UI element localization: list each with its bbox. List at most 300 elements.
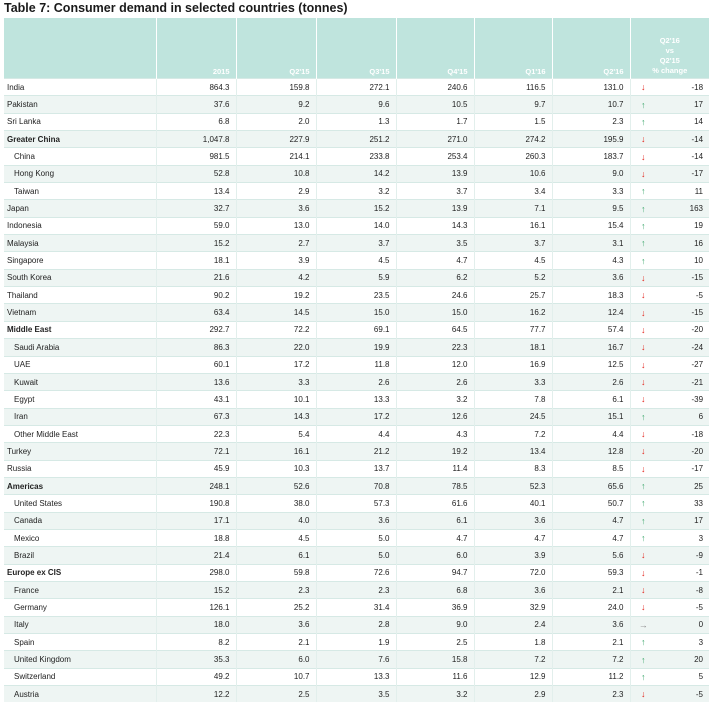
- value-q3-15: 57.3: [316, 495, 396, 512]
- header-q3-15: Q3'15: [316, 18, 396, 79]
- value-q2-15: 72.2: [236, 321, 316, 338]
- percent-change: -18: [656, 425, 709, 442]
- percent-change: -8: [656, 581, 709, 598]
- value-q2-16: 57.4: [552, 321, 630, 338]
- header-q1-16: Q1'16: [474, 18, 552, 79]
- value-q2-16: 8.5: [552, 460, 630, 477]
- value-2015: 298.0: [156, 564, 236, 581]
- value-q1-16: 1.5: [474, 113, 552, 130]
- arrow-down-icon: ↓: [641, 324, 646, 335]
- value-q3-15: 2.8: [316, 616, 396, 633]
- value-q1-16: 7.1: [474, 200, 552, 217]
- value-q1-16: 1.8: [474, 634, 552, 651]
- value-q2-16: 3.6: [552, 269, 630, 286]
- value-q1-16: 3.4: [474, 183, 552, 200]
- table-row: [4, 287, 709, 304]
- arrow-down-icon: ↓: [641, 307, 646, 318]
- value-q2-15: 6.0: [236, 651, 316, 668]
- table-row: [4, 616, 709, 633]
- percent-change: -15: [656, 304, 709, 321]
- value-q1-16: 77.7: [474, 321, 552, 338]
- value-q1-16: 40.1: [474, 495, 552, 512]
- value-q2-15: 4.0: [236, 512, 316, 529]
- table-row: [4, 131, 709, 148]
- percent-change: 11: [656, 183, 709, 200]
- value-q2-16: 9.0: [552, 165, 630, 182]
- percent-change: -17: [656, 460, 709, 477]
- percent-change: -14: [656, 131, 709, 148]
- arrow-up-icon: ↑: [641, 255, 646, 266]
- value-q2-15: 4.5: [236, 529, 316, 546]
- value-q3-15: 2.3: [316, 581, 396, 598]
- value-q2-16: 3.1: [552, 235, 630, 252]
- value-q3-15: 31.4: [316, 599, 396, 616]
- value-q3-15: 5.9: [316, 269, 396, 286]
- value-2015: 13.4: [156, 183, 236, 200]
- arrow-up-icon: ↑: [641, 203, 646, 214]
- arrow-down-icon: ↓: [641, 429, 646, 440]
- value-q1-16: 3.6: [474, 512, 552, 529]
- value-q2-15: 3.6: [236, 200, 316, 217]
- table-header: [4, 18, 709, 79]
- value-q2-16: 131.0: [552, 79, 630, 96]
- value-q3-15: 3.7: [316, 235, 396, 252]
- value-q2-16: 59.3: [552, 564, 630, 581]
- table-row: [4, 79, 709, 96]
- table-row: [4, 460, 709, 477]
- arrow-down-icon: ↓: [641, 272, 646, 283]
- arrow-cell: [630, 339, 656, 356]
- value-2015: 32.7: [156, 200, 236, 217]
- value-q3-15: 69.1: [316, 321, 396, 338]
- arrow-cell: [630, 547, 656, 564]
- table-row: [4, 686, 709, 703]
- value-q1-16: 2.9: [474, 686, 552, 703]
- value-q3-15: 2.6: [316, 373, 396, 390]
- value-q4-15: 3.2: [396, 686, 474, 703]
- value-q4-15: 3.5: [396, 235, 474, 252]
- arrow-down-icon: ↓: [641, 151, 646, 162]
- value-2015: 22.3: [156, 425, 236, 442]
- value-q1-16: 16.9: [474, 356, 552, 373]
- country-cell: China: [4, 148, 156, 165]
- arrow-down-icon: ↓: [641, 446, 646, 457]
- value-q4-15: 13.9: [396, 165, 474, 182]
- header-q4-15: Q4'15: [396, 18, 474, 79]
- value-q2-16: 65.6: [552, 477, 630, 494]
- value-2015: 43.1: [156, 391, 236, 408]
- header-2015: 2015: [156, 18, 236, 79]
- value-q1-16: 25.7: [474, 287, 552, 304]
- value-q2-16: 7.2: [552, 651, 630, 668]
- country-cell: Europe ex CIS: [4, 564, 156, 581]
- arrow-cell: [630, 408, 656, 425]
- percent-change: -21: [656, 373, 709, 390]
- percent-change: 25: [656, 477, 709, 494]
- value-2015: 18.0: [156, 616, 236, 633]
- value-q4-15: 22.3: [396, 339, 474, 356]
- value-q2-15: 4.2: [236, 269, 316, 286]
- country-cell: Egypt: [4, 391, 156, 408]
- value-2015: 981.5: [156, 148, 236, 165]
- value-q2-15: 10.1: [236, 391, 316, 408]
- value-q2-16: 4.4: [552, 425, 630, 442]
- arrow-down-icon: ↓: [641, 359, 646, 370]
- percent-change: -27: [656, 356, 709, 373]
- country-cell: Indonesia: [4, 217, 156, 234]
- value-q1-16: 16.1: [474, 217, 552, 234]
- value-q3-15: 3.6: [316, 512, 396, 529]
- value-2015: 8.2: [156, 634, 236, 651]
- arrow-cell: [630, 529, 656, 546]
- arrow-down-icon: ↓: [641, 82, 646, 93]
- value-q4-15: 24.6: [396, 287, 474, 304]
- value-2015: 21.4: [156, 547, 236, 564]
- value-q2-16: 12.8: [552, 443, 630, 460]
- arrow-down-icon: ↓: [641, 567, 646, 578]
- table-row: [4, 477, 709, 494]
- value-q1-16: 3.6: [474, 581, 552, 598]
- arrow-cell: [630, 304, 656, 321]
- percent-change: 0: [656, 616, 709, 633]
- value-q2-15: 9.2: [236, 96, 316, 113]
- table-row: [4, 235, 709, 252]
- value-2015: 63.4: [156, 304, 236, 321]
- percent-change: 14: [656, 113, 709, 130]
- arrow-cell: [630, 477, 656, 494]
- value-q4-15: 3.2: [396, 391, 474, 408]
- value-q3-15: 3.2: [316, 183, 396, 200]
- arrow-down-icon: ↓: [641, 602, 646, 613]
- arrow-down-icon: ↓: [641, 377, 646, 388]
- value-q2-16: 2.3: [552, 686, 630, 703]
- country-cell: United Kingdom: [4, 651, 156, 668]
- arrow-cell: [630, 599, 656, 616]
- value-q2-15: 52.6: [236, 477, 316, 494]
- percent-change: 3: [656, 529, 709, 546]
- value-q3-15: 15.2: [316, 200, 396, 217]
- value-q2-15: 214.1: [236, 148, 316, 165]
- country-cell: Turkey: [4, 443, 156, 460]
- value-q4-15: 1.7: [396, 113, 474, 130]
- value-2015: 67.3: [156, 408, 236, 425]
- country-cell: Middle East: [4, 321, 156, 338]
- value-q2-15: 3.3: [236, 373, 316, 390]
- percent-change: 3: [656, 634, 709, 651]
- country-cell: Hong Kong: [4, 165, 156, 182]
- value-q3-15: 233.8: [316, 148, 396, 165]
- value-2015: 864.3: [156, 79, 236, 96]
- header-change-line-1: Q2'16: [659, 36, 680, 45]
- value-q3-15: 70.8: [316, 477, 396, 494]
- table-row: [4, 148, 709, 165]
- country-cell: Greater China: [4, 131, 156, 148]
- country-cell: India: [4, 79, 156, 96]
- value-q4-15: 2.5: [396, 634, 474, 651]
- table-row: [4, 321, 709, 338]
- arrow-cell: [630, 165, 656, 182]
- value-2015: 15.2: [156, 235, 236, 252]
- value-q2-15: 25.2: [236, 599, 316, 616]
- value-q1-16: 7.2: [474, 651, 552, 668]
- value-q2-15: 14.5: [236, 304, 316, 321]
- country-cell: Russia: [4, 460, 156, 477]
- value-q3-15: 7.6: [316, 651, 396, 668]
- value-q1-16: 13.4: [474, 443, 552, 460]
- arrow-cell: [630, 235, 656, 252]
- percent-change: -39: [656, 391, 709, 408]
- value-q3-15: 9.6: [316, 96, 396, 113]
- value-q2-16: 11.2: [552, 668, 630, 685]
- percent-change: -14: [656, 148, 709, 165]
- value-q2-16: 2.6: [552, 373, 630, 390]
- value-q1-16: 52.3: [474, 477, 552, 494]
- value-q4-15: 4.3: [396, 425, 474, 442]
- country-cell: Italy: [4, 616, 156, 633]
- arrow-cell: [630, 131, 656, 148]
- table-row: [4, 495, 709, 512]
- country-cell: Kuwait: [4, 373, 156, 390]
- percent-change: -24: [656, 339, 709, 356]
- value-q4-15: 15.8: [396, 651, 474, 668]
- arrow-cell: [630, 321, 656, 338]
- table-row: [4, 599, 709, 616]
- value-q3-15: 251.2: [316, 131, 396, 148]
- arrow-cell: [630, 686, 656, 703]
- value-2015: 21.6: [156, 269, 236, 286]
- value-q2-16: 24.0: [552, 599, 630, 616]
- value-2015: 72.1: [156, 443, 236, 460]
- country-cell: Brazil: [4, 547, 156, 564]
- value-q1-16: 116.5: [474, 79, 552, 96]
- header-q2-16: Q2'16: [552, 18, 630, 79]
- table-row: [4, 96, 709, 113]
- value-q3-15: 272.1: [316, 79, 396, 96]
- value-q4-15: 64.5: [396, 321, 474, 338]
- percent-change: 17: [656, 512, 709, 529]
- country-cell: Mexico: [4, 529, 156, 546]
- table-row: [4, 547, 709, 564]
- country-cell: Switzerland: [4, 668, 156, 685]
- value-q3-15: 13.7: [316, 460, 396, 477]
- table-row: [4, 373, 709, 390]
- value-q1-16: 24.5: [474, 408, 552, 425]
- arrow-up-icon: ↑: [641, 515, 646, 526]
- value-2015: 190.8: [156, 495, 236, 512]
- table-row: [4, 512, 709, 529]
- value-q1-16: 2.4: [474, 616, 552, 633]
- value-q1-16: 274.2: [474, 131, 552, 148]
- value-q2-15: 13.0: [236, 217, 316, 234]
- value-q4-15: 6.0: [396, 547, 474, 564]
- table-title: Table 7: Consumer demand in selected countries (tonnes): [4, 1, 348, 15]
- value-q2-15: 17.2: [236, 356, 316, 373]
- percent-change: 16: [656, 235, 709, 252]
- value-q1-16: 5.2: [474, 269, 552, 286]
- header-country: [4, 18, 156, 79]
- arrow-cell: [630, 425, 656, 442]
- value-q2-16: 4.7: [552, 512, 630, 529]
- arrow-cell: [630, 183, 656, 200]
- country-cell: Austria: [4, 686, 156, 703]
- value-q4-15: 61.6: [396, 495, 474, 512]
- value-q2-15: 22.0: [236, 339, 316, 356]
- arrow-cell: [630, 356, 656, 373]
- percent-change: -17: [656, 165, 709, 182]
- table-row: [4, 165, 709, 182]
- value-q4-15: 15.0: [396, 304, 474, 321]
- table-row: [4, 269, 709, 286]
- value-q2-16: 15.1: [552, 408, 630, 425]
- table-row: [4, 200, 709, 217]
- value-q4-15: 4.7: [396, 529, 474, 546]
- value-q2-15: 10.7: [236, 668, 316, 685]
- value-q4-15: 12.6: [396, 408, 474, 425]
- value-2015: 52.8: [156, 165, 236, 182]
- value-q2-16: 183.7: [552, 148, 630, 165]
- value-q1-16: 3.3: [474, 373, 552, 390]
- arrow-up-icon: ↑: [641, 186, 646, 197]
- header-q2-15: Q2'15: [236, 18, 316, 79]
- value-q3-15: 5.0: [316, 529, 396, 546]
- country-cell: Saudi Arabia: [4, 339, 156, 356]
- percent-change: -18: [656, 79, 709, 96]
- value-q2-16: 10.7: [552, 96, 630, 113]
- value-q2-16: 2.1: [552, 581, 630, 598]
- arrow-cell: [630, 495, 656, 512]
- value-q2-15: 159.8: [236, 79, 316, 96]
- value-q3-15: 5.0: [316, 547, 396, 564]
- arrow-cell: [630, 200, 656, 217]
- arrow-cell: [630, 79, 656, 96]
- percent-change: 20: [656, 651, 709, 668]
- arrow-cell: [630, 651, 656, 668]
- country-cell: Pakistan: [4, 96, 156, 113]
- arrow-cell: [630, 113, 656, 130]
- value-q2-16: 9.5: [552, 200, 630, 217]
- value-2015: 37.6: [156, 96, 236, 113]
- arrow-up-icon: ↑: [641, 671, 646, 682]
- arrow-cell: [630, 287, 656, 304]
- table-row: [4, 113, 709, 130]
- table-row: [4, 217, 709, 234]
- table-row: [4, 668, 709, 685]
- value-q4-15: 4.7: [396, 252, 474, 269]
- value-q2-16: 16.7: [552, 339, 630, 356]
- header-change-line-2: vs: [665, 46, 674, 55]
- value-q2-16: 2.1: [552, 634, 630, 651]
- percent-change: 10: [656, 252, 709, 269]
- country-cell: Vietnam: [4, 304, 156, 321]
- table-row: [4, 391, 709, 408]
- value-q4-15: 13.9: [396, 200, 474, 217]
- percent-change: 6: [656, 408, 709, 425]
- arrow-right-icon: →: [638, 619, 648, 630]
- value-2015: 17.1: [156, 512, 236, 529]
- arrow-up-icon: ↑: [641, 533, 646, 544]
- value-q3-15: 23.5: [316, 287, 396, 304]
- table-row: [4, 564, 709, 581]
- arrow-down-icon: ↓: [641, 134, 646, 145]
- value-q4-15: 14.3: [396, 217, 474, 234]
- value-q2-15: 2.9: [236, 183, 316, 200]
- percent-change: 5: [656, 668, 709, 685]
- table-row: [4, 634, 709, 651]
- country-cell: France: [4, 581, 156, 598]
- arrow-cell: [630, 616, 656, 633]
- value-q4-15: 94.7: [396, 564, 474, 581]
- header-change-line-4: % change: [652, 66, 688, 75]
- arrow-up-icon: ↑: [641, 220, 646, 231]
- value-q2-15: 59.8: [236, 564, 316, 581]
- arrow-up-icon: ↑: [641, 481, 646, 492]
- value-q2-15: 2.3: [236, 581, 316, 598]
- arrow-down-icon: ↓: [641, 689, 646, 700]
- arrow-cell: [630, 269, 656, 286]
- country-cell: Spain: [4, 634, 156, 651]
- value-q2-15: 2.1: [236, 634, 316, 651]
- percent-change: 33: [656, 495, 709, 512]
- value-q2-15: 38.0: [236, 495, 316, 512]
- value-q1-16: 12.9: [474, 668, 552, 685]
- table-row: [4, 443, 709, 460]
- country-cell: Other Middle East: [4, 425, 156, 442]
- value-q3-15: 21.2: [316, 443, 396, 460]
- consumer-demand-table: [4, 18, 709, 702]
- value-q3-15: 4.5: [316, 252, 396, 269]
- arrow-up-icon: ↑: [641, 654, 646, 665]
- value-q2-16: 12.4: [552, 304, 630, 321]
- country-cell: Canada: [4, 512, 156, 529]
- value-q4-15: 240.6: [396, 79, 474, 96]
- value-q4-15: 3.7: [396, 183, 474, 200]
- value-q1-16: 4.7: [474, 529, 552, 546]
- value-q2-15: 3.6: [236, 616, 316, 633]
- value-2015: 18.1: [156, 252, 236, 269]
- arrow-up-icon: ↑: [641, 238, 646, 249]
- arrow-down-icon: ↓: [641, 168, 646, 179]
- value-q2-15: 10.8: [236, 165, 316, 182]
- arrow-cell: [630, 443, 656, 460]
- value-q3-15: 3.5: [316, 686, 396, 703]
- arrow-cell: [630, 634, 656, 651]
- value-q1-16: 16.2: [474, 304, 552, 321]
- country-cell: Japan: [4, 200, 156, 217]
- value-q2-15: 227.9: [236, 131, 316, 148]
- percent-change: -20: [656, 443, 709, 460]
- value-q4-15: 12.0: [396, 356, 474, 373]
- value-q3-15: 11.8: [316, 356, 396, 373]
- value-q2-15: 2.7: [236, 235, 316, 252]
- arrow-up-icon: ↑: [641, 99, 646, 110]
- value-q4-15: 11.4: [396, 460, 474, 477]
- arrow-down-icon: ↓: [641, 463, 646, 474]
- arrow-cell: [630, 252, 656, 269]
- value-q2-15: 2.5: [236, 686, 316, 703]
- value-2015: 126.1: [156, 599, 236, 616]
- value-q1-16: 10.6: [474, 165, 552, 182]
- value-2015: 86.3: [156, 339, 236, 356]
- value-2015: 12.2: [156, 686, 236, 703]
- header-change-line-3: Q2'15: [659, 56, 680, 65]
- value-q3-15: 14.2: [316, 165, 396, 182]
- arrow-cell: [630, 581, 656, 598]
- value-q2-15: 16.1: [236, 443, 316, 460]
- table-row: [4, 408, 709, 425]
- table-row: [4, 356, 709, 373]
- arrow-down-icon: ↓: [641, 290, 646, 301]
- value-q4-15: 6.2: [396, 269, 474, 286]
